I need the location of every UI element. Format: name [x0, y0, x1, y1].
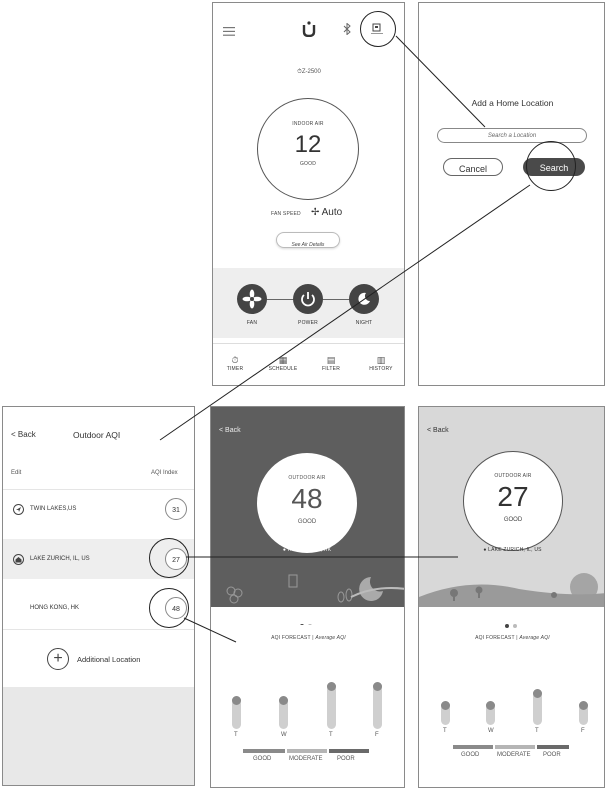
legend-good: [453, 745, 493, 749]
forecast-bar-dot: [232, 696, 241, 705]
chevron-left-icon: <: [427, 427, 432, 434]
aqi-index-header: AQI Index: [151, 470, 178, 476]
tab-bar-divider: [213, 343, 405, 344]
location-name: HONG KONG, HK: [30, 605, 80, 611]
home-icon: [13, 554, 24, 565]
legend-good: [243, 749, 285, 753]
brand-logo-icon: [302, 21, 316, 37]
cancel-button[interactable]: Cancel: [443, 158, 503, 176]
legend-moderate: [287, 749, 327, 753]
forecast-day-label: W: [488, 728, 494, 734]
highlight-circle-outdoor-icon: [360, 11, 396, 47]
list-bottom-panel: [3, 687, 195, 786]
day-scene-illustration: [419, 557, 605, 607]
chevron-left-icon: <: [219, 427, 224, 434]
fan-speed-value[interactable]: ✢ Auto: [311, 207, 343, 218]
forecast-bar-dot: [279, 696, 288, 705]
history-icon: ▥: [376, 355, 386, 365]
outdoor-air-label: OUTDOOR AIR: [494, 473, 532, 479]
forecast-day-label: T: [329, 732, 333, 738]
location-arrow-icon: [13, 504, 24, 515]
forecast-bar-dot: [327, 682, 336, 691]
outdoor-air-label: OUTDOOR AIR: [288, 475, 326, 481]
back-button[interactable]: < Back: [11, 430, 36, 439]
forecast-title: AQI FORECAST | Average AQI: [271, 635, 346, 641]
fan-small-icon: ✢: [311, 207, 320, 218]
tab-schedule[interactable]: ▦ SCHEDULE: [261, 355, 305, 372]
main-screen: [212, 2, 405, 386]
forecast-title: AQI FORECAST | Average AQI: [475, 635, 550, 641]
moon-icon: [349, 284, 379, 314]
fan-speed-label: FAN SPEED: [271, 211, 301, 217]
forecast-bar-dot: [486, 701, 495, 710]
additional-location-label[interactable]: Additional Location: [77, 655, 141, 664]
aqi-badge: 27: [165, 548, 187, 570]
tab-timer[interactable]: ⏱ TIMER: [215, 355, 255, 372]
device-id: ⏱Z-2500: [297, 69, 321, 75]
outdoor-status: GOOD: [503, 517, 523, 523]
back-button[interactable]: < Back: [219, 427, 241, 434]
forecast-day-label: F: [375, 732, 379, 738]
legend-label-good: GOOD: [461, 752, 480, 758]
bluetooth-icon: [343, 23, 351, 35]
legend-poor: [537, 745, 569, 749]
indoor-air-label: INDOOR AIR: [292, 121, 324, 127]
calendar-icon: ▦: [278, 355, 288, 365]
night-scene-illustration: [211, 557, 405, 607]
detail-hong-kong-screen: [210, 406, 405, 788]
location-label: ● HONG KONG, HK: [282, 547, 332, 553]
add-location-screen: [418, 2, 605, 386]
outdoor-list-screen: [2, 406, 195, 786]
filter-icon: ▤: [326, 355, 336, 365]
mode-label-power: POWER: [298, 320, 318, 326]
timer-icon: ⏱: [231, 355, 239, 365]
aqi-badge: 48: [165, 597, 187, 619]
edit-button[interactable]: Edit: [11, 470, 22, 476]
legend-poor: [329, 749, 369, 753]
search-location-input[interactable]: Search a Location: [437, 128, 587, 143]
indoor-aqi-value: 12: [294, 131, 322, 158]
chevron-left-icon: <: [11, 430, 16, 439]
add-location-title: Add a Home Location: [471, 98, 554, 108]
page-dot-active: [505, 624, 509, 628]
indoor-status: GOOD: [299, 161, 317, 167]
page-dot: [513, 624, 517, 628]
menu-icon[interactable]: [223, 27, 235, 36]
outdoor-aqi-value: 48: [291, 483, 323, 514]
highlight-circle-search-button: [526, 141, 576, 191]
legend-label-poor: POOR: [337, 756, 355, 762]
aqi-badge: 31: [165, 498, 187, 520]
forecast-day-label: T: [443, 728, 447, 734]
forecast-bar-dot: [579, 701, 588, 710]
legend-label-poor: POOR: [543, 752, 561, 758]
legend-label-moderate: MODERATE: [289, 756, 323, 762]
detail-lake-zurich-screen: [418, 406, 605, 788]
legend-moderate: [495, 745, 535, 749]
location-name: TWIN LAKES,US: [30, 506, 77, 512]
forecast-day-label: F: [581, 728, 585, 734]
outdoor-list-title: Outdoor AQI: [73, 430, 121, 440]
night-mode-button[interactable]: [349, 284, 379, 314]
power-icon: [293, 284, 323, 314]
forecast-day-label: T: [234, 732, 238, 738]
outdoor-status: GOOD: [297, 519, 317, 525]
forecast-bar-dot: [533, 689, 542, 698]
power-mode-button[interactable]: [293, 284, 323, 314]
forecast-day-label: T: [535, 728, 539, 734]
search-button[interactable]: Search: [523, 158, 585, 176]
forecast-bar-dot: [441, 701, 450, 710]
location-pin-icon: ●: [282, 547, 287, 553]
see-air-details-button[interactable]: See Air Details: [276, 232, 340, 248]
mode-label-fan: FAN: [246, 320, 258, 326]
fan-icon: [237, 284, 267, 314]
highlight-circle-aqi-27: [149, 538, 189, 578]
legend-label-moderate: MODERATE: [497, 752, 531, 758]
forecast-day-label: W: [281, 732, 287, 738]
mode-label-night: NIGHT: [355, 320, 373, 326]
add-location-icon[interactable]: +: [47, 648, 69, 670]
clock-icon: ⏱: [297, 69, 302, 75]
fan-mode-button[interactable]: [237, 284, 267, 314]
legend-label-good: GOOD: [253, 756, 272, 762]
highlight-circle-aqi-48: [149, 588, 189, 628]
location-name: LAKE ZURICH, IL, US: [30, 556, 90, 562]
home-icon: ●: [483, 547, 487, 553]
tab-filter[interactable]: ▤ FILTER: [311, 355, 351, 372]
outdoor-aqi-value: 27: [497, 481, 529, 512]
page-indicator: [505, 615, 517, 633]
location-label: ● LAKE ZURICH, IL, US: [483, 547, 542, 553]
tab-history[interactable]: ▥ HISTORY: [359, 355, 403, 372]
forecast-bar-dot: [373, 682, 382, 691]
back-button[interactable]: < Back: [427, 427, 449, 434]
